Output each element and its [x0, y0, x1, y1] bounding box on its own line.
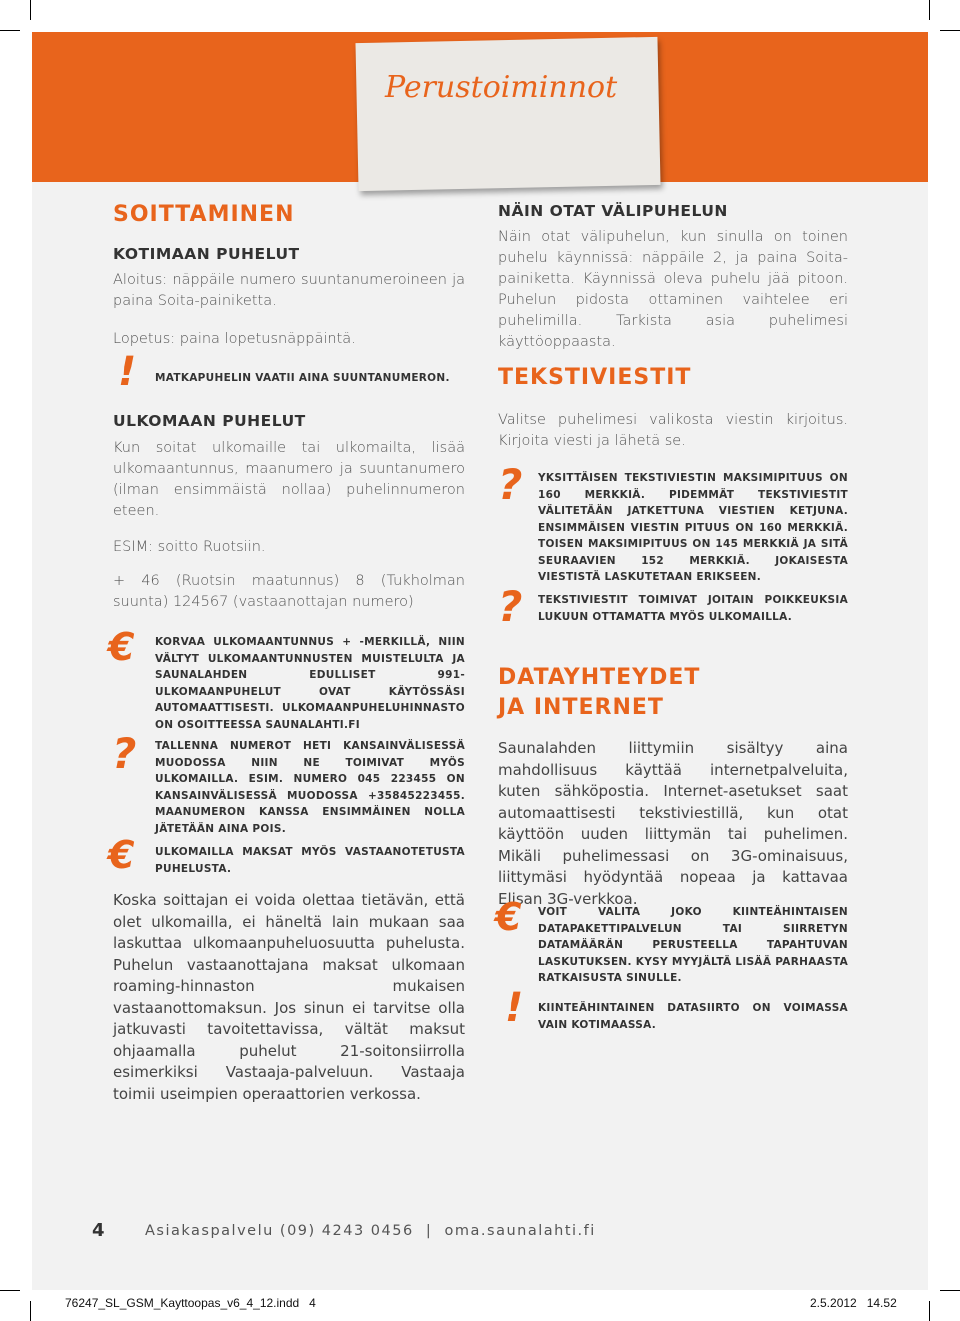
footer-contact: Asiakaspalvelu (09) 4243 0456 | oma.saunalahti.fi — [145, 1223, 596, 1239]
tekstiviestit-paragraph: Valitse puhelimesi valikosta viestin kirjoitus. Kirjoita viesti ja lähetä se. — [498, 412, 848, 449]
torn-paper-banner — [355, 37, 660, 191]
crop-mark — [0, 1290, 20, 1291]
roaming-paragraph: Koska soittajan ei voida olettaa tietävän, että olet ulkomailla, ei häneltä lain mukaan saa laskuttaa ulkomaanpuheluosuutta puhelusta. Puhelun vastaanottajana maksat ulkomaan roaming-hinnaston mukaisen vastaanottomaksun. Jos sinun ei tarvitse olla jatkuvasti tavoitettavissa, vältät maksut ohjaamalla puhelut 21-soitonsiirrolla esimerkiksi Vastaaja-palveluun. Vastaaja toimii useimpien operaattorien verkossa. — [113, 891, 465, 1103]
crop-mark — [929, 1301, 930, 1321]
crop-mark — [30, 0, 31, 20]
crop-mark — [30, 1301, 31, 1321]
ulkomaan-paragraph-1: Kun soitat ulkomaille tai ulkomailta, lisää ulkomaantunnus, maanumero ja suuntanumero (ilman ensimmäistä nollaa) puhelinnumeron eteen. — [113, 440, 465, 519]
warning-icon: ! — [505, 985, 524, 1031]
heading-ja-internet: JA INTERNET — [498, 695, 664, 720]
section-title: Perustoiminnot — [385, 70, 618, 105]
heading-ulkomaan-puhelut: ULKOMAAN PUHELUT — [113, 412, 306, 430]
euro-icon: € — [108, 625, 135, 669]
crop-mark — [940, 1290, 960, 1291]
page-number: 4 — [92, 1220, 105, 1241]
note-toimivat: TEKSTIVIESTIT TOIMIVAT JOITAIN POIKKEUKSIA LUKUUN OTTAMATTA MYÖS ULKOMAILLA. — [538, 594, 848, 623]
heading-datayhteydet: DATAYHTEYDET — [498, 665, 701, 690]
question-icon: ? — [112, 729, 137, 778]
euro-icon: € — [495, 895, 522, 939]
heading-tekstiviestit: TEKSTIVIESTIT — [498, 365, 692, 390]
ulkomaan-paragraph-3: + 46 (Ruotsin maatunnus) 8 (Tukholman suunta) 124567 (vastaanottajan numero) — [113, 573, 465, 610]
question-icon: ? — [498, 460, 523, 509]
crop-mark — [0, 30, 20, 31]
valipuhelu-paragraph: Näin otat välipuhelun, kun sinulla on toinen puhelu käynnissä: näppäile 2, ja paina Soita-painiketta. Käynnissä oleva puhelu jää pitoon. Puhelun pidosta ottaminen vaihtelee eri puhelimilla. Tarkista asia puhelimesi käyttöoppaasta. — [498, 229, 848, 350]
slug-date: 2.5.2012 14.52 — [810, 1296, 897, 1310]
slug-filename: 76247_SL_GSM_Kayttoopas_v6_4_12.indd 4 — [65, 1296, 316, 1310]
kotimaan-paragraph-2: Lopetus: paina lopetusnäppäintä. — [113, 331, 356, 347]
euro-icon: € — [108, 833, 135, 877]
heading-valipuhelu: NÄIN OTAT VÄLIPUHELUN — [498, 202, 728, 220]
heading-soittaminen: SOITTAMINEN — [113, 202, 295, 227]
crop-mark — [940, 30, 960, 31]
note-matkapuhelin: MATKAPUHELIN VAATII AINA SUUNTANUMERON. — [155, 372, 450, 384]
data-paragraph: Saunalahden liittymiin sisältyy aina mahdollisuus käyttää internetpalveluita, kuten sähköpostia. Internet-asetukset saat automaattisesti tekstiviestillä, kun otat käyttöön uuden liittymän tai puhelimen. Mikäli puhelimessasi on 3G-ominaisuus, liittymäsi hyödyntää nopeaa ja kattavaa Elisan 3G-verkkoa. — [498, 739, 848, 908]
note-maksat: ULKOMAILLA MAKSAT MYÖS VASTAANOTETUSTA PUHELUSTA. — [155, 846, 465, 875]
note-kiintea: KIINTEÄHINTAINEN DATASIIRTO ON VOIMASSA VAIN KOTIMAASSA. — [538, 1002, 848, 1031]
note-korvaa: KORVAA ULKOMAANTUNNUS + -MERKILLÄ, NIIN VÄLTYT ULKOMAANTUNNUSTEN MUISTELULTA JA SAUNALAHDEN EDULLISET 991-ULKOMAANPUHELUT OVAT KÄYTÖSSÄSI AUTOMAATTISESTI. ULKOMAANPUHELUHINNASTO ON OSOITTEESSA SAUNALAHTI.FI — [155, 636, 465, 731]
kotimaan-paragraph-1: Aloitus: näppäile numero suuntanumeroineen ja paina Soita-painiketta. — [113, 272, 465, 309]
ulkomaan-paragraph-2: ESIM: soitto Ruotsiin. — [113, 539, 266, 555]
warning-icon: ! — [118, 349, 137, 395]
note-voit-valita: VOIT VALITA JOKO KIINTEÄHINTAISEN DATAPAKETTIPALVELUN TAI SIIRRETYN DATAMÄÄRÄN PERUSTEELLA TAPAHTUVAN LASKUTUKSEN. KYSY MYYJÄLTÄ LISÄÄ PARHAASTA RATKAISUSTA SINULLE. — [538, 906, 848, 984]
note-yksittainen: YKSITTÄISEN TEKSTIVIESTIN MAKSIMIPITUUS ON 160 MERKKIÄ. PIDEMMÄT TEKSTIVIESTIT VÄLITETÄÄN JATKETTUNA VIESTIEN KETJUNA. ENSIMMÄISEN VIESTIN PITUUS ON 160 MERKKIÄ. TOISEN MAKSIMIPITUUS ON 145 MERKKIÄ JA SITÄ SEURAAVIEN 152 MERKKIÄ. JOKAISESTA VIESTISTÄ LASKUTETAAN ERIKSEEN. — [538, 472, 848, 583]
crop-mark — [929, 0, 930, 20]
question-icon: ? — [498, 582, 523, 631]
heading-kotimaan-puhelut: KOTIMAAN PUHELUT — [113, 245, 300, 263]
note-tallenna: TALLENNA NUMEROT HETI KANSAINVÄLISESSÄ MUODOSSA NIIN NE TOIMIVAT MYÖS ULKOMAILLA. ESIM. NUMERO 045 223455 ON KANSAINVÄLISESSÄ MUODOSSA +35845223455. MAANUMERON KANSSA ENSIMMÄINEN NOLLA JÄTETÄÄN AINA POIS. — [155, 740, 465, 835]
